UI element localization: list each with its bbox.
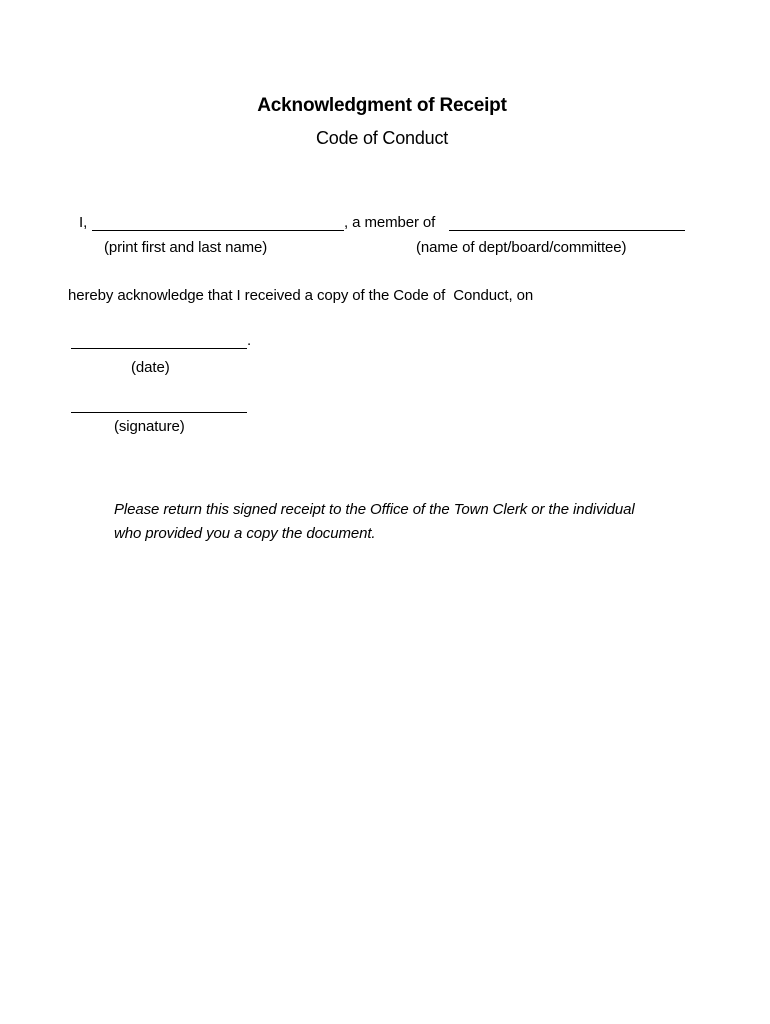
instruction-line-1: Please return this signed receipt to the Office of the Town Clerk or the individual [114, 501, 635, 518]
document-title: Acknowledgment of Receipt [257, 95, 507, 116]
name-blank[interactable] [92, 216, 344, 231]
acknowledge-text: hereby acknowledge that I received a copy of the Code of Conduct, on [68, 287, 534, 304]
date-blank[interactable] [71, 334, 247, 349]
dept-caption: (name of dept/board/committee) [416, 239, 627, 256]
date-period: . [247, 332, 252, 349]
document-subtitle: Code of Conduct [315, 128, 449, 148]
member-of-text: , a member of [344, 214, 436, 231]
signature-blank[interactable] [71, 398, 247, 413]
date-caption: (date) [131, 359, 170, 376]
signature-caption: (signature) [114, 418, 185, 435]
name-caption: (print first and last name) [104, 239, 268, 256]
name-line-prefix: I, [79, 214, 88, 231]
dept-blank[interactable] [449, 216, 685, 231]
instruction-line-2: who provided you a copy the document. [114, 525, 376, 542]
